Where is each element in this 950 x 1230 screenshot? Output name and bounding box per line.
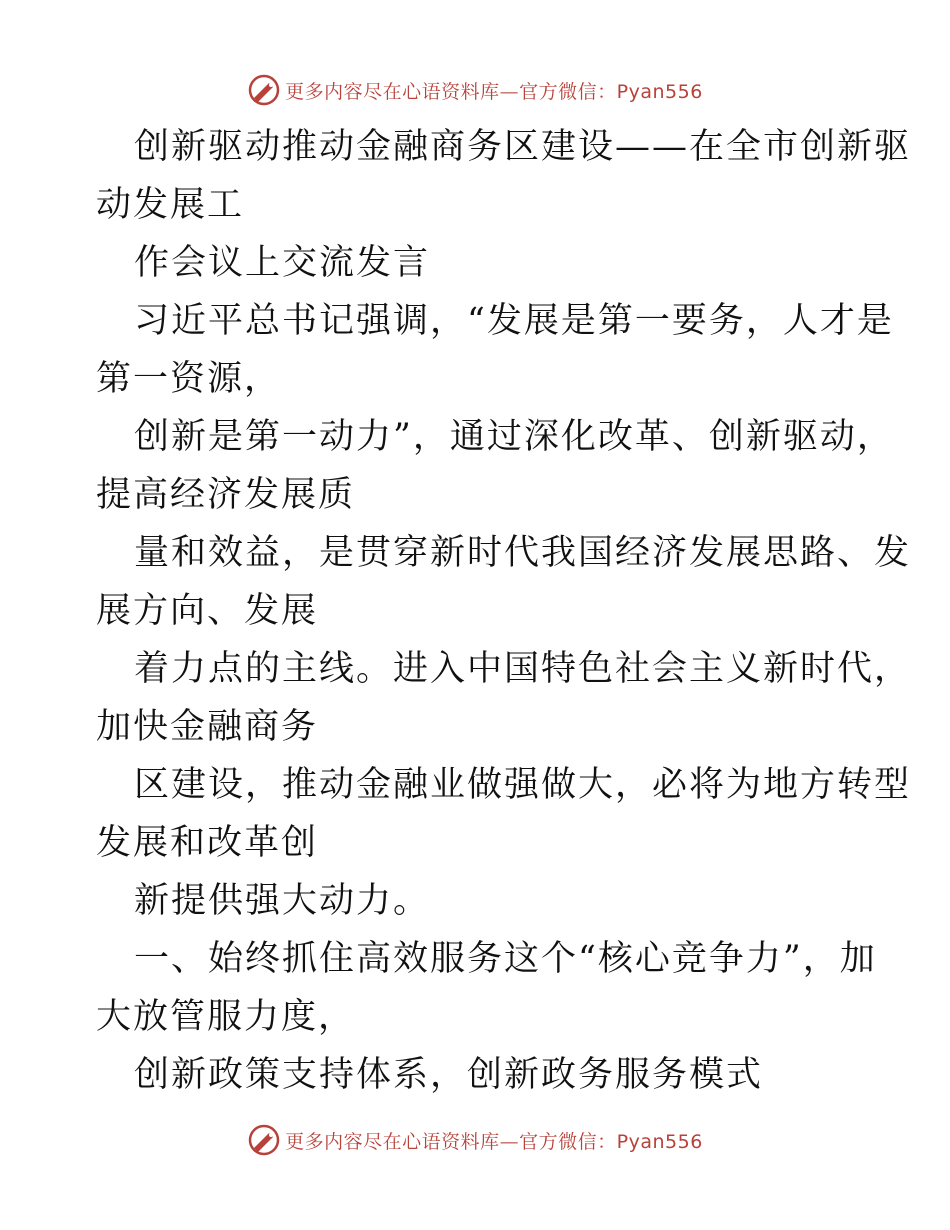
doc-line-paragraph: 第一资源，: [96, 359, 282, 399]
doc-line-paragraph: 提高经济发展质: [96, 475, 356, 515]
watermark-text: [285, 77, 703, 104]
doc-line-section-heading: 大放管服力度，: [96, 997, 356, 1037]
watermark-text: [285, 1127, 703, 1154]
doc-line-paragraph: 创新政策支持体系，创新政务服务模式: [134, 1055, 764, 1095]
doc-line-title-2: 动发展工: [96, 185, 245, 225]
watermark-separator: —: [499, 1130, 520, 1153]
doc-line-title-1: 创新驱动推动金融商务区建设——在全市创新驱: [134, 127, 912, 167]
footer-watermark: [0, 1122, 950, 1158]
watermark-tail: 官方微信：Pyan556: [519, 1130, 703, 1153]
doc-line-paragraph: 展方向、发展: [96, 591, 319, 631]
doc-line-paragraph: 发展和改革创: [96, 823, 319, 863]
doc-line-paragraph: 量和效益，是贯穿新时代我国经济发展思路、发: [134, 533, 912, 573]
doc-line-paragraph: 加快金融商务: [96, 707, 319, 747]
watermark-main: 更多内容尽在心语资料库: [285, 1130, 500, 1153]
doc-line-title-3: 作会议上交流发言: [134, 243, 431, 283]
doc-line-paragraph: 着力点的主线。进入中国特色社会主义新时代，: [134, 649, 912, 689]
doc-line-section-heading: 一、始终抓住高效服务这个“核心竞争力”，加: [134, 939, 877, 979]
doc-line-paragraph: 习近平总书记强调，“发展是第一要务，人才是: [134, 301, 894, 341]
watermark-tail: 官方微信：Pyan556: [519, 80, 703, 103]
doc-line-paragraph: 新提供强大动力。: [134, 881, 431, 921]
doc-line-paragraph: 区建设，推动金融业做强做大，必将为地方转型: [134, 765, 912, 805]
doc-line-paragraph: 创新是第一动力”，通过深化改革、创新驱动，: [134, 417, 894, 457]
pen-nib-logo-icon: [247, 73, 281, 107]
watermark-separator: —: [499, 80, 520, 103]
pen-nib-logo-icon: [247, 1123, 281, 1157]
header-watermark: [0, 72, 950, 108]
watermark-main: 更多内容尽在心语资料库: [285, 80, 500, 103]
